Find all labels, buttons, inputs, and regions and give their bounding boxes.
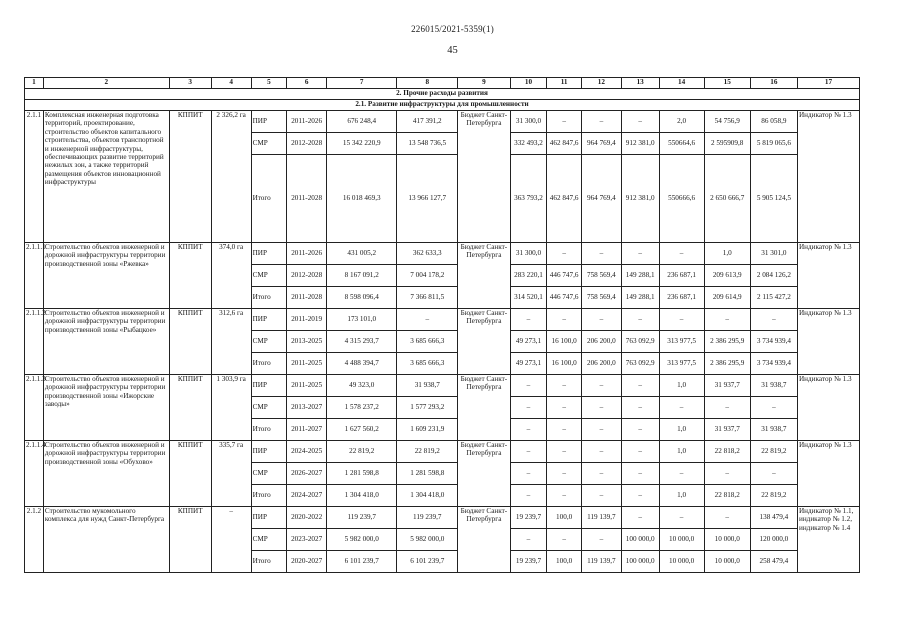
total-cost: 1 304 418,0 (327, 485, 397, 507)
table-row (25, 507, 860, 529)
value-c11: 100,0 (547, 507, 582, 529)
work-type: Итого (251, 551, 287, 573)
funding-source: Бюджет Санкт-Петербурга (458, 243, 510, 309)
value-c13: – (621, 397, 659, 419)
total-cost: 15 342 220,9 (327, 133, 397, 155)
work-type: Итого (251, 419, 287, 441)
value-c13: 763 092,9 (621, 331, 659, 353)
value-c11: – (547, 529, 582, 551)
total-cost: 119 239,7 (327, 507, 397, 529)
value-c13: – (621, 463, 659, 485)
value-c15: 31 937,7 (704, 375, 750, 397)
value-c11: 446 747,6 (547, 265, 582, 287)
work-type: Итого (251, 485, 287, 507)
row-organization: КППИТ (169, 309, 211, 375)
funding-source: Бюджет Санкт-Петербурга (458, 309, 510, 375)
value-c12: 964 769,4 (581, 133, 621, 155)
total-cost: 5 982 000,0 (327, 529, 397, 551)
row-area: 312,6 га (211, 309, 251, 375)
work-type: ПИР (251, 441, 287, 463)
value-c10: 314 520,1 (510, 287, 547, 309)
value-c15: 2 386 295,9 (704, 331, 750, 353)
value-c11: 462 847,6 (547, 133, 582, 155)
work-period: 2023-2027 (287, 529, 327, 551)
value-c15: – (704, 463, 750, 485)
total-cost: 16 018 469,3 (327, 155, 397, 243)
value-c10: 31 300,0 (510, 243, 547, 265)
column-number-9: 9 (458, 78, 510, 89)
value-c15: 54 756,9 (704, 111, 750, 133)
value-c14: 236 687,1 (659, 265, 704, 287)
remaining-cost: 1 577 293,2 (397, 397, 458, 419)
work-period: 2011-2028 (287, 155, 327, 243)
value-c14: – (659, 309, 704, 331)
value-c15: 22 818,2 (704, 441, 750, 463)
value-c15: 2 595909,8 (704, 133, 750, 155)
value-c10: – (510, 463, 547, 485)
value-c10: – (510, 441, 547, 463)
work-period: 2011-2019 (287, 309, 327, 331)
value-c11: 446 747,6 (547, 287, 582, 309)
value-c11: 100,0 (547, 551, 582, 573)
work-period: 2020-2022 (287, 507, 327, 529)
value-c11: 16 100,0 (547, 353, 582, 375)
remaining-cost: 1 304 418,0 (397, 485, 458, 507)
value-c12: 119 139,7 (581, 551, 621, 573)
row-area: 1 303,9 га (211, 375, 251, 441)
row-name: Строительство объектов инженерной и дорожной инфраструктуры территории производственной зоны «Рыбацкое» (43, 309, 169, 375)
column-number-4: 4 (211, 78, 251, 89)
value-c16: 22 819,2 (750, 485, 797, 507)
column-number-10: 10 (510, 78, 547, 89)
value-c10: 363 793,2 (510, 155, 547, 243)
value-c12: – (581, 309, 621, 331)
value-c13: 912 381,0 (621, 155, 659, 243)
value-c15: 1,0 (704, 243, 750, 265)
work-type: СМР (251, 529, 287, 551)
value-c12: 758 569,4 (581, 287, 621, 309)
value-c15: 22 818,2 (704, 485, 750, 507)
subsection-row (25, 100, 860, 111)
value-c16: – (750, 463, 797, 485)
value-c16: 3 734 939,4 (750, 353, 797, 375)
value-c10: 49 273,1 (510, 353, 547, 375)
row-indicator: Индикатор № 1.3 (797, 309, 859, 375)
remaining-cost: – (397, 309, 458, 331)
value-c13: 149 288,1 (621, 265, 659, 287)
remaining-cost: 13 966 127,7 (397, 155, 458, 243)
value-c14: 313 977,5 (659, 331, 704, 353)
value-c10: 19 239,7 (510, 507, 547, 529)
row-code: 2.1.1 (25, 111, 44, 243)
value-c14: – (659, 463, 704, 485)
value-c14: 550664,6 (659, 133, 704, 155)
row-indicator: Индикатор № 1.3 (797, 243, 859, 309)
value-c13: – (621, 485, 659, 507)
work-period: 2011-2026 (287, 243, 327, 265)
value-c15: 2 386 295,9 (704, 353, 750, 375)
value-c15: 31 937,7 (704, 419, 750, 441)
total-cost: 6 101 239,7 (327, 551, 397, 573)
remaining-cost: 13 548 736,5 (397, 133, 458, 155)
value-c10: – (510, 529, 547, 551)
funding-source: Бюджет Санкт-Петербурга (458, 111, 510, 243)
page-number: 45 (447, 45, 458, 56)
value-c13: 100 000,0 (621, 551, 659, 573)
row-indicator: Индикатор № 1.1, индикатор № 1.2, индикатор № 1.4 (797, 507, 859, 573)
total-cost: 4 315 293,7 (327, 331, 397, 353)
work-type: ПИР (251, 243, 287, 265)
value-c14: 313 977,5 (659, 353, 704, 375)
work-type: ПИР (251, 309, 287, 331)
work-period: 2020-2027 (287, 551, 327, 573)
row-name: Строительство объектов инженерной и дорожной инфраструктуры территории производственной зоны «Ржевка» (43, 243, 169, 309)
value-c13: – (621, 375, 659, 397)
row-code: 2.1.1.1 (25, 243, 44, 309)
column-number-8: 8 (397, 78, 458, 89)
funding-source: Бюджет Санкт-Петербурга (458, 441, 510, 507)
remaining-cost: 31 938,7 (397, 375, 458, 397)
value-c16: 86 058,9 (750, 111, 797, 133)
value-c14: 236 687,1 (659, 287, 704, 309)
funding-source: Бюджет Санкт-Петербурга (458, 507, 510, 573)
value-c12: – (581, 529, 621, 551)
value-c11: 462 847,6 (547, 155, 582, 243)
value-c15: 10 000,0 (704, 529, 750, 551)
value-c11: 16 100,0 (547, 331, 582, 353)
budget-table (24, 77, 860, 573)
total-cost: 173 101,0 (327, 309, 397, 331)
value-c16: 5 819 065,6 (750, 133, 797, 155)
total-cost: 22 819,2 (327, 441, 397, 463)
column-number-3: 3 (169, 78, 211, 89)
column-number-15: 15 (704, 78, 750, 89)
value-c12: – (581, 243, 621, 265)
column-number-14: 14 (659, 78, 704, 89)
row-code: 2.1.2 (25, 507, 44, 573)
value-c10: 19 239,7 (510, 551, 547, 573)
total-cost: 8 167 091,2 (327, 265, 397, 287)
row-name: Строительство мукомольного комплекса для нужд Санкт-Петербурга (43, 507, 169, 573)
value-c15: – (704, 507, 750, 529)
work-type: Итого (251, 353, 287, 375)
subsection-title: 2.1. Развитие инфраструктуры для промышленности (25, 100, 860, 111)
total-cost: 676 248,4 (327, 111, 397, 133)
value-c15: 209 613,9 (704, 265, 750, 287)
row-indicator: Индикатор № 1.3 (797, 441, 859, 507)
column-number-6: 6 (287, 78, 327, 89)
remaining-cost: 22 819,2 (397, 441, 458, 463)
column-number-13: 13 (621, 78, 659, 89)
value-c13: – (621, 441, 659, 463)
value-c10: – (510, 397, 547, 419)
table-row (25, 375, 860, 397)
value-c14: 1,0 (659, 419, 704, 441)
value-c14: – (659, 397, 704, 419)
value-c16: 2 115 427,2 (750, 287, 797, 309)
value-c10: 332 493,2 (510, 133, 547, 155)
value-c10: 283 220,1 (510, 265, 547, 287)
value-c15: 2 650 666,7 (704, 155, 750, 243)
value-c15: – (704, 397, 750, 419)
row-indicator: Индикатор № 1.3 (797, 375, 859, 441)
value-c15: – (704, 309, 750, 331)
value-c14: – (659, 507, 704, 529)
work-period: 2026-2027 (287, 463, 327, 485)
work-period: 2011-2028 (287, 287, 327, 309)
value-c13: 763 092,9 (621, 353, 659, 375)
value-c16: 31 938,7 (750, 419, 797, 441)
row-organization: КППИТ (169, 441, 211, 507)
row-area: 2 326,2 га (211, 111, 251, 243)
value-c16: 5 905 124,5 (750, 155, 797, 243)
work-period: 2013-2025 (287, 331, 327, 353)
remaining-cost: 3 685 666,3 (397, 331, 458, 353)
work-type: СМР (251, 133, 287, 155)
work-period: 2024-2025 (287, 441, 327, 463)
table-row (25, 111, 860, 133)
value-c12: – (581, 375, 621, 397)
work-period: 2011-2025 (287, 375, 327, 397)
value-c16: 3 734 939,4 (750, 331, 797, 353)
value-c14: 1,0 (659, 441, 704, 463)
value-c12: – (581, 441, 621, 463)
row-code: 2.1.1.4 (25, 441, 44, 507)
value-c11: – (547, 309, 582, 331)
value-c12: 206 200,0 (581, 353, 621, 375)
value-c16: 258 479,4 (750, 551, 797, 573)
total-cost: 49 323,0 (327, 375, 397, 397)
value-c14: 1,0 (659, 375, 704, 397)
row-organization: КППИТ (169, 375, 211, 441)
work-period: 2012-2028 (287, 265, 327, 287)
value-c11: – (547, 485, 582, 507)
value-c10: – (510, 485, 547, 507)
work-type: Итого (251, 287, 287, 309)
value-c12: 758 569,4 (581, 265, 621, 287)
value-c10: – (510, 419, 547, 441)
column-number-16: 16 (750, 78, 797, 89)
value-c16: – (750, 309, 797, 331)
row-code: 2.1.1.3 (25, 375, 44, 441)
column-number-2: 2 (43, 78, 169, 89)
value-c12: 119 139,7 (581, 507, 621, 529)
value-c15: 209 614,9 (704, 287, 750, 309)
column-number-17: 17 (797, 78, 859, 89)
value-c16: 31 301,0 (750, 243, 797, 265)
value-c11: – (547, 397, 582, 419)
remaining-cost: 1 609 231,9 (397, 419, 458, 441)
value-c14: 10 000,0 (659, 529, 704, 551)
remaining-cost: 417 391,2 (397, 111, 458, 133)
total-cost: 4 488 394,7 (327, 353, 397, 375)
remaining-cost: 3 685 666,3 (397, 353, 458, 375)
remaining-cost: 7 366 811,5 (397, 287, 458, 309)
table-row (25, 441, 860, 463)
row-name: Строительство объектов инженерной и дорожной инфраструктуры территории производственной зоны «Ижорские заводы» (43, 375, 169, 441)
column-number-1: 1 (25, 78, 44, 89)
value-c14: – (659, 243, 704, 265)
value-c13: 912 381,0 (621, 133, 659, 155)
work-period: 2011-2026 (287, 111, 327, 133)
row-organization: КППИТ (169, 243, 211, 309)
value-c12: 964 769,4 (581, 155, 621, 243)
work-type: СМР (251, 397, 287, 419)
value-c12: – (581, 397, 621, 419)
document-id: 226015/2021-5359(1) (411, 24, 494, 34)
value-c10: 31 300,0 (510, 111, 547, 133)
work-period: 2024-2027 (287, 485, 327, 507)
column-number-row (25, 78, 860, 89)
value-c13: – (621, 309, 659, 331)
value-c12: – (581, 463, 621, 485)
work-period: 2011-2025 (287, 353, 327, 375)
row-organization: КППИТ (169, 507, 211, 573)
value-c15: 10 000,0 (704, 551, 750, 573)
value-c11: – (547, 375, 582, 397)
row-area: – (211, 507, 251, 573)
row-organization: КППИТ (169, 111, 211, 243)
column-number-12: 12 (581, 78, 621, 89)
value-c16: 138 479,4 (750, 507, 797, 529)
value-c12: – (581, 485, 621, 507)
value-c10: 49 273,1 (510, 331, 547, 353)
remaining-cost: 119 239,7 (397, 507, 458, 529)
work-type: ПИР (251, 111, 287, 133)
value-c11: – (547, 463, 582, 485)
work-type: ПИР (251, 507, 287, 529)
remaining-cost: 5 982 000,0 (397, 529, 458, 551)
column-number-5: 5 (251, 78, 287, 89)
value-c11: – (547, 243, 582, 265)
remaining-cost: 7 004 178,2 (397, 265, 458, 287)
value-c11: – (547, 111, 582, 133)
value-c14: 2,0 (659, 111, 704, 133)
value-c16: 31 938,7 (750, 375, 797, 397)
value-c13: – (621, 243, 659, 265)
work-period: 2011-2027 (287, 419, 327, 441)
value-c14: 10 000,0 (659, 551, 704, 573)
remaining-cost: 362 633,3 (397, 243, 458, 265)
value-c13: 149 288,1 (621, 287, 659, 309)
work-type: СМР (251, 463, 287, 485)
total-cost: 1 281 598,8 (327, 463, 397, 485)
column-number-11: 11 (547, 78, 582, 89)
work-type: СМР (251, 265, 287, 287)
value-c16: 22 819,2 (750, 441, 797, 463)
value-c13: 100 000,0 (621, 529, 659, 551)
work-period: 2012-2028 (287, 133, 327, 155)
total-cost: 1 627 560,2 (327, 419, 397, 441)
value-c11: – (547, 441, 582, 463)
value-c13: – (621, 507, 659, 529)
row-name: Строительство объектов инженерной и дорожной инфраструктуры территории производственной зоны «Обухово» (43, 441, 169, 507)
total-cost: 8 598 096,4 (327, 287, 397, 309)
total-cost: 1 578 237,2 (327, 397, 397, 419)
work-period: 2013-2027 (287, 397, 327, 419)
row-indicator: Индикатор № 1.3 (797, 111, 859, 243)
row-code: 2.1.1.2 (25, 309, 44, 375)
value-c12: – (581, 419, 621, 441)
value-c13: – (621, 111, 659, 133)
remaining-cost: 6 101 239,7 (397, 551, 458, 573)
total-cost: 431 005,2 (327, 243, 397, 265)
work-type: СМР (251, 331, 287, 353)
value-c14: 1,0 (659, 485, 704, 507)
value-c11: – (547, 419, 582, 441)
value-c12: – (581, 111, 621, 133)
value-c16: 2 084 126,2 (750, 265, 797, 287)
value-c13: – (621, 419, 659, 441)
section-title: 2. Прочие расходы развития (25, 89, 860, 100)
work-type: ПИР (251, 375, 287, 397)
column-number-7: 7 (327, 78, 397, 89)
remaining-cost: 1 281 598,8 (397, 463, 458, 485)
table-row (25, 243, 860, 265)
row-name: Комплексная инженерная подготовка территорий, проектирование, строительство объектов капитального строительства, объектов транспортной и инженерной инфраструктуры, обеспечивающих развитие территорий нежилых зон, а также территорий размещения объектов инновационной инфраструктуры (43, 111, 169, 243)
value-c12: 206 200,0 (581, 331, 621, 353)
value-c16: – (750, 397, 797, 419)
section-row (25, 89, 860, 100)
value-c10: – (510, 375, 547, 397)
value-c14: 550666,6 (659, 155, 704, 243)
value-c10: – (510, 309, 547, 331)
funding-source: Бюджет Санкт-Петербурга (458, 375, 510, 441)
table-row (25, 309, 860, 331)
work-type: Итого (251, 155, 287, 243)
row-area: 374,0 га (211, 243, 251, 309)
row-area: 335,7 га (211, 441, 251, 507)
value-c16: 120 000,0 (750, 529, 797, 551)
